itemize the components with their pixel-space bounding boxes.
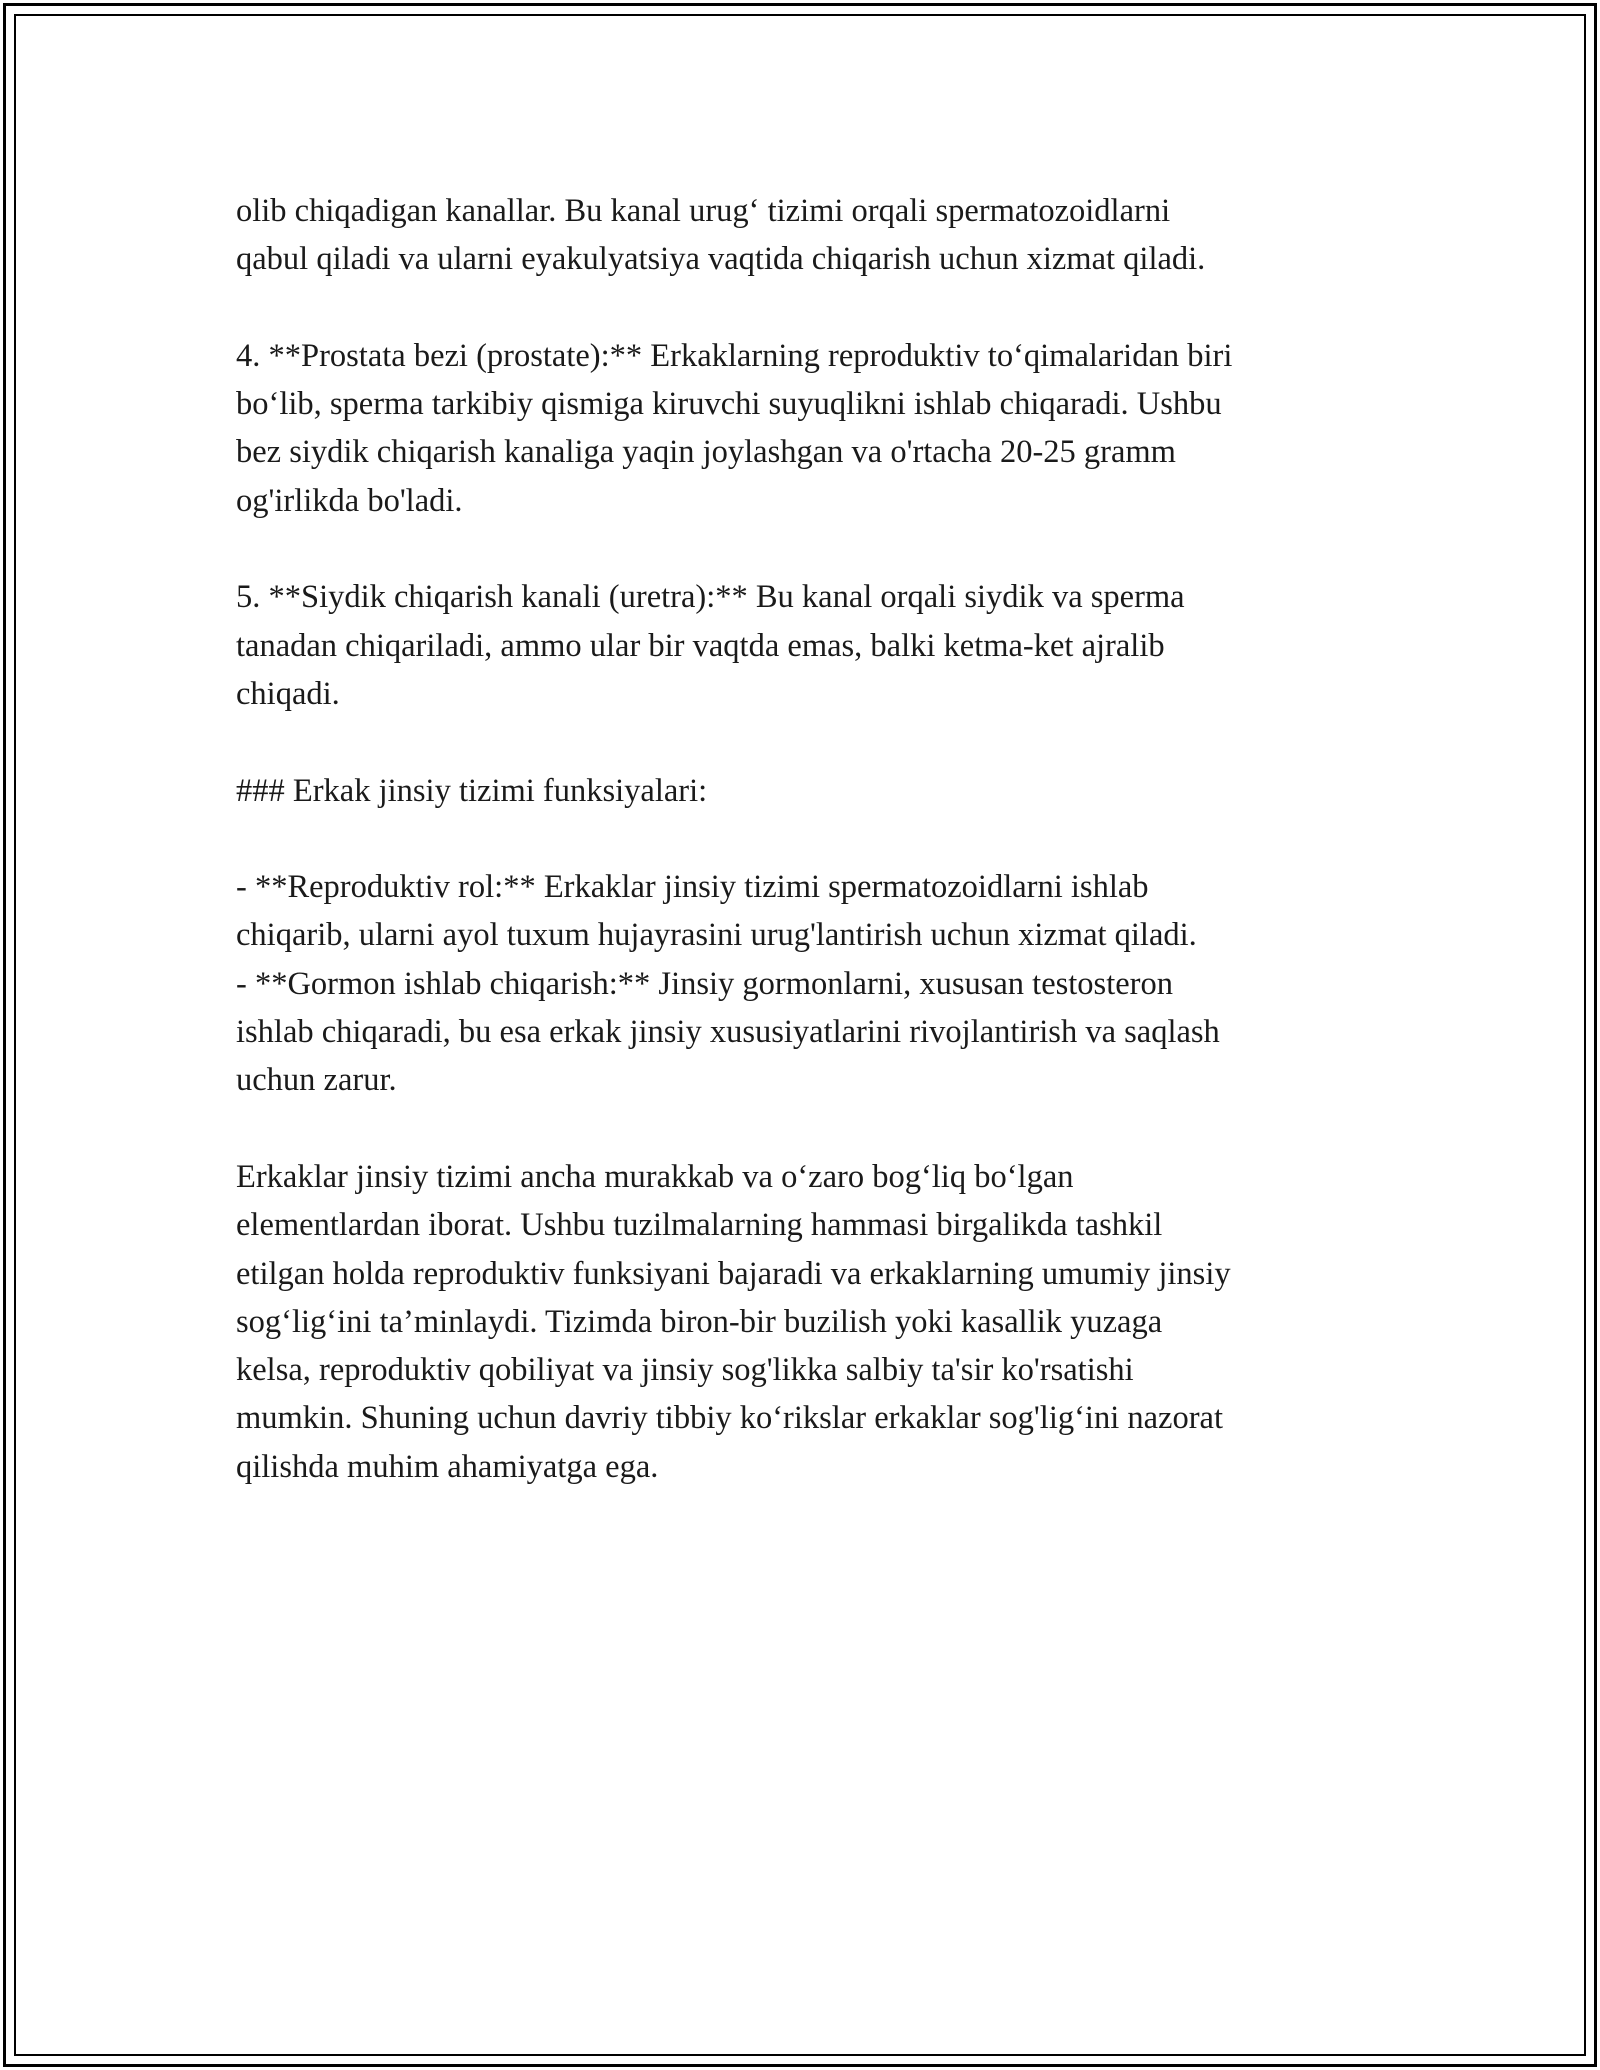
text-line: bez siydik chiqarish kanaliga yaqin joylashgan va o'rtacha 20-25 gramm — [236, 434, 1176, 471]
text-line: ### Erkak jinsiy tizimi funksiyalari: — [236, 772, 708, 809]
text-line: chiqadi. — [236, 675, 340, 712]
text-line: mumkin. Shuning uchun davriy tibbiy ko‘rikslar erkaklar sog'lig‘ini nazorat — [236, 1400, 1223, 1437]
text-line: 4. **Prostata bezi (prostate):** Erkaklarning reproduktiv to‘qimalaridan biri — [236, 337, 1233, 374]
text-line: etilgan holda reproduktiv funksiyani bajaradi va erkaklarning umumiy jinsiy — [236, 1255, 1231, 1292]
text-line: kelsa, reproduktiv qobiliyat va jinsiy sog'likka salbiy ta'sir ko'rsatishi — [236, 1352, 1134, 1389]
text-line: 5. **Siydik chiqarish kanali (uretra):** Bu kanal orqali siydik va sperma — [236, 579, 1185, 616]
paragraph-canals-continuation — [236, 187, 1376, 284]
text-line: olib chiqadigan kanallar. Bu kanal urug‘ tizimi orqali spermatozoidlarni — [236, 193, 1171, 229]
text-line: bo‘lib, sperma tarkibiy qismiga kiruvchi suyuqlikni ishlab chiqaradi. Ushbu — [236, 386, 1222, 423]
list-item-line: uchun zarur. — [236, 1062, 397, 1099]
list-item-line: - **Gormon ishlab chiqarish:** Jinsiy gormonlarni, xususan testosteron — [236, 965, 1173, 1002]
text-line: tanadan chiqariladi, ammo ular bir vaqtda emas, balki ketma-ket ajralib — [236, 627, 1165, 664]
list-item-line: ishlab chiqaradi, bu esa erkak jinsiy xususiyatlarini rivojlantirish va saqlash — [236, 1014, 1220, 1051]
list-item-line: - **Reproduktiv rol:** Erkaklar jinsiy tizimi spermatozoidlarni ishlab — [236, 869, 1149, 906]
list-item-line: chiqarib, ularni ayol tuxum hujayrasini urug'lantirish uchun xizmat qiladi. — [236, 917, 1197, 954]
text-line: qabul qiladi va ularni eyakulyatsiya vaqtida chiqarish uchun xizmat qiladi. — [236, 241, 1206, 278]
text-line: sog‘lig‘ini ta’minlaydi. Tizimda biron-bir buzilish yoki kasallik yuzaga — [236, 1303, 1163, 1340]
functions-list — [236, 863, 1376, 1104]
text-line: og'irlikda bo'ladi. — [236, 482, 463, 519]
text-line: elementlardan iborat. Ushbu tuzilmalarning hammasi birgalikda tashkil — [236, 1207, 1163, 1244]
text-line: Erkaklar jinsiy tizimi ancha murakkab va o‘zaro bog‘liq bo‘lgan — [236, 1158, 1074, 1195]
document-body — [236, 187, 1376, 1491]
paragraph-urethra — [236, 573, 1376, 718]
section-heading-functions — [236, 767, 1376, 815]
text-line: qilishda muhim ahamiyatga ega. — [236, 1448, 659, 1485]
paragraph-prostate — [236, 332, 1376, 525]
paragraph-conclusion — [236, 1153, 1376, 1491]
